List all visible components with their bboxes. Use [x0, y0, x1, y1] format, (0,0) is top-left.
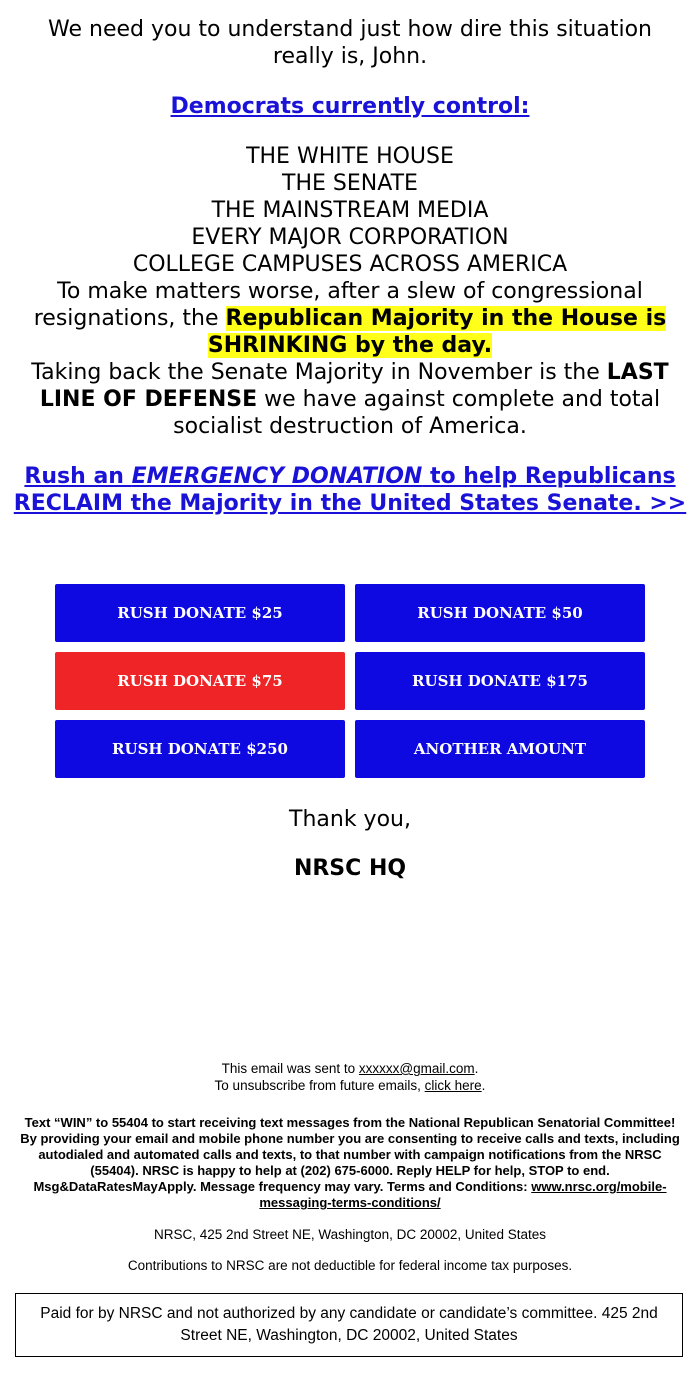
- address-text: NRSC, 425 2nd Street NE, Washington, DC 20002, United States: [154, 1227, 546, 1242]
- intro-text: We need you to understand just how dire this situation really is, John.: [48, 17, 652, 69]
- legal-text: Text “WIN” to 55404 to start receiving text messages from the National Republican Senatorial Committee! By providing your email and mobile phone number you are consenting to receive calls and texts, including autodialed and automated calls and texts, to that number with campaign notifications from the NRSC (55404). NRSC is happy to help at (202) 675-6000. Reply HELP for help, STOP to end. Msg&DataRatesMayApply. Message frequency may vary. Terms and Conditions:: [20, 1115, 680, 1194]
- donate-250-button[interactable]: RUSH DONATE $250: [55, 720, 345, 778]
- defense-bold-text: LAST LINE OF DEFENSE: [39, 360, 669, 412]
- thanks-text: Thank you,: [289, 807, 411, 832]
- sent-to-text: This email was sent to: [221, 1061, 359, 1076]
- main-content: [0, 16, 700, 517]
- worse-text: To make matters worse, after a slew of congressional resignations, the: [33, 279, 643, 331]
- contributions-disclaimer: Contributions to NRSC are not deductible for federal income tax purposes.: [127, 1258, 573, 1273]
- signature: NRSC HQ: [293, 856, 407, 881]
- defense-text-pre: Taking back the Senate Majority in November is the: [31, 360, 607, 385]
- cta-emphasis: EMERGENCY DONATION: [131, 464, 423, 489]
- unsubscribe-line: [0, 1077, 700, 1094]
- highlighted-text: Republican Majority in the House is SHRINKING by the day.: [207, 306, 667, 358]
- control-item: THE WHITE HOUSE: [246, 144, 454, 169]
- unsubscribe-text: To unsubscribe from future emails,: [214, 1078, 425, 1093]
- donate-button-grid: [55, 584, 645, 778]
- control-list: [0, 143, 700, 278]
- sent-to-line: [0, 1060, 700, 1077]
- cta-text-post: to help Republicans RECLAIM the Majority in the United States Senate. >>: [13, 464, 687, 516]
- defense-text-post: we have against complete and total socialist destruction of America.: [173, 387, 661, 439]
- unsubscribe-end: .: [481, 1078, 486, 1093]
- terms-link[interactable]: www.nrsc.org/mobile-messaging-terms-conditions/: [259, 1179, 667, 1210]
- another-amount-button[interactable]: ANOTHER AMOUNT: [355, 720, 645, 778]
- emergency-donation-link[interactable]: [0, 463, 700, 517]
- defense-paragraph: [0, 359, 700, 440]
- cta-text-pre: Rush an: [24, 464, 132, 489]
- worse-paragraph: [0, 278, 700, 359]
- donate-25-button[interactable]: RUSH DONATE $25: [55, 584, 345, 642]
- control-item: THE SENATE: [282, 171, 418, 196]
- democrats-control-link[interactable]: Democrats currently control:: [170, 94, 530, 119]
- control-item: COLLEGE CAMPUSES ACROSS AMERICA: [132, 252, 568, 277]
- recipient-email-link[interactable]: xxxxxx@gmail.com: [358, 1061, 475, 1076]
- control-item: EVERY MAJOR CORPORATION: [191, 225, 509, 250]
- control-item: THE MAINSTREAM MEDIA: [211, 198, 489, 223]
- footer: [0, 1060, 700, 1274]
- paid-for-text: Paid for by NRSC and not authorized by any candidate or candidate’s committee. 425 2nd Street NE, Washington, DC 20002, United States: [40, 1305, 658, 1344]
- unsubscribe-link[interactable]: click here: [424, 1078, 482, 1093]
- donate-50-button[interactable]: RUSH DONATE $50: [355, 584, 645, 642]
- donate-175-button[interactable]: RUSH DONATE $175: [355, 652, 645, 710]
- sent-to-end: .: [474, 1061, 479, 1076]
- paid-for-disclaimer-box: [15, 1293, 683, 1357]
- sms-legal-text: [0, 1115, 700, 1211]
- donate-75-button[interactable]: RUSH DONATE $75: [55, 652, 345, 710]
